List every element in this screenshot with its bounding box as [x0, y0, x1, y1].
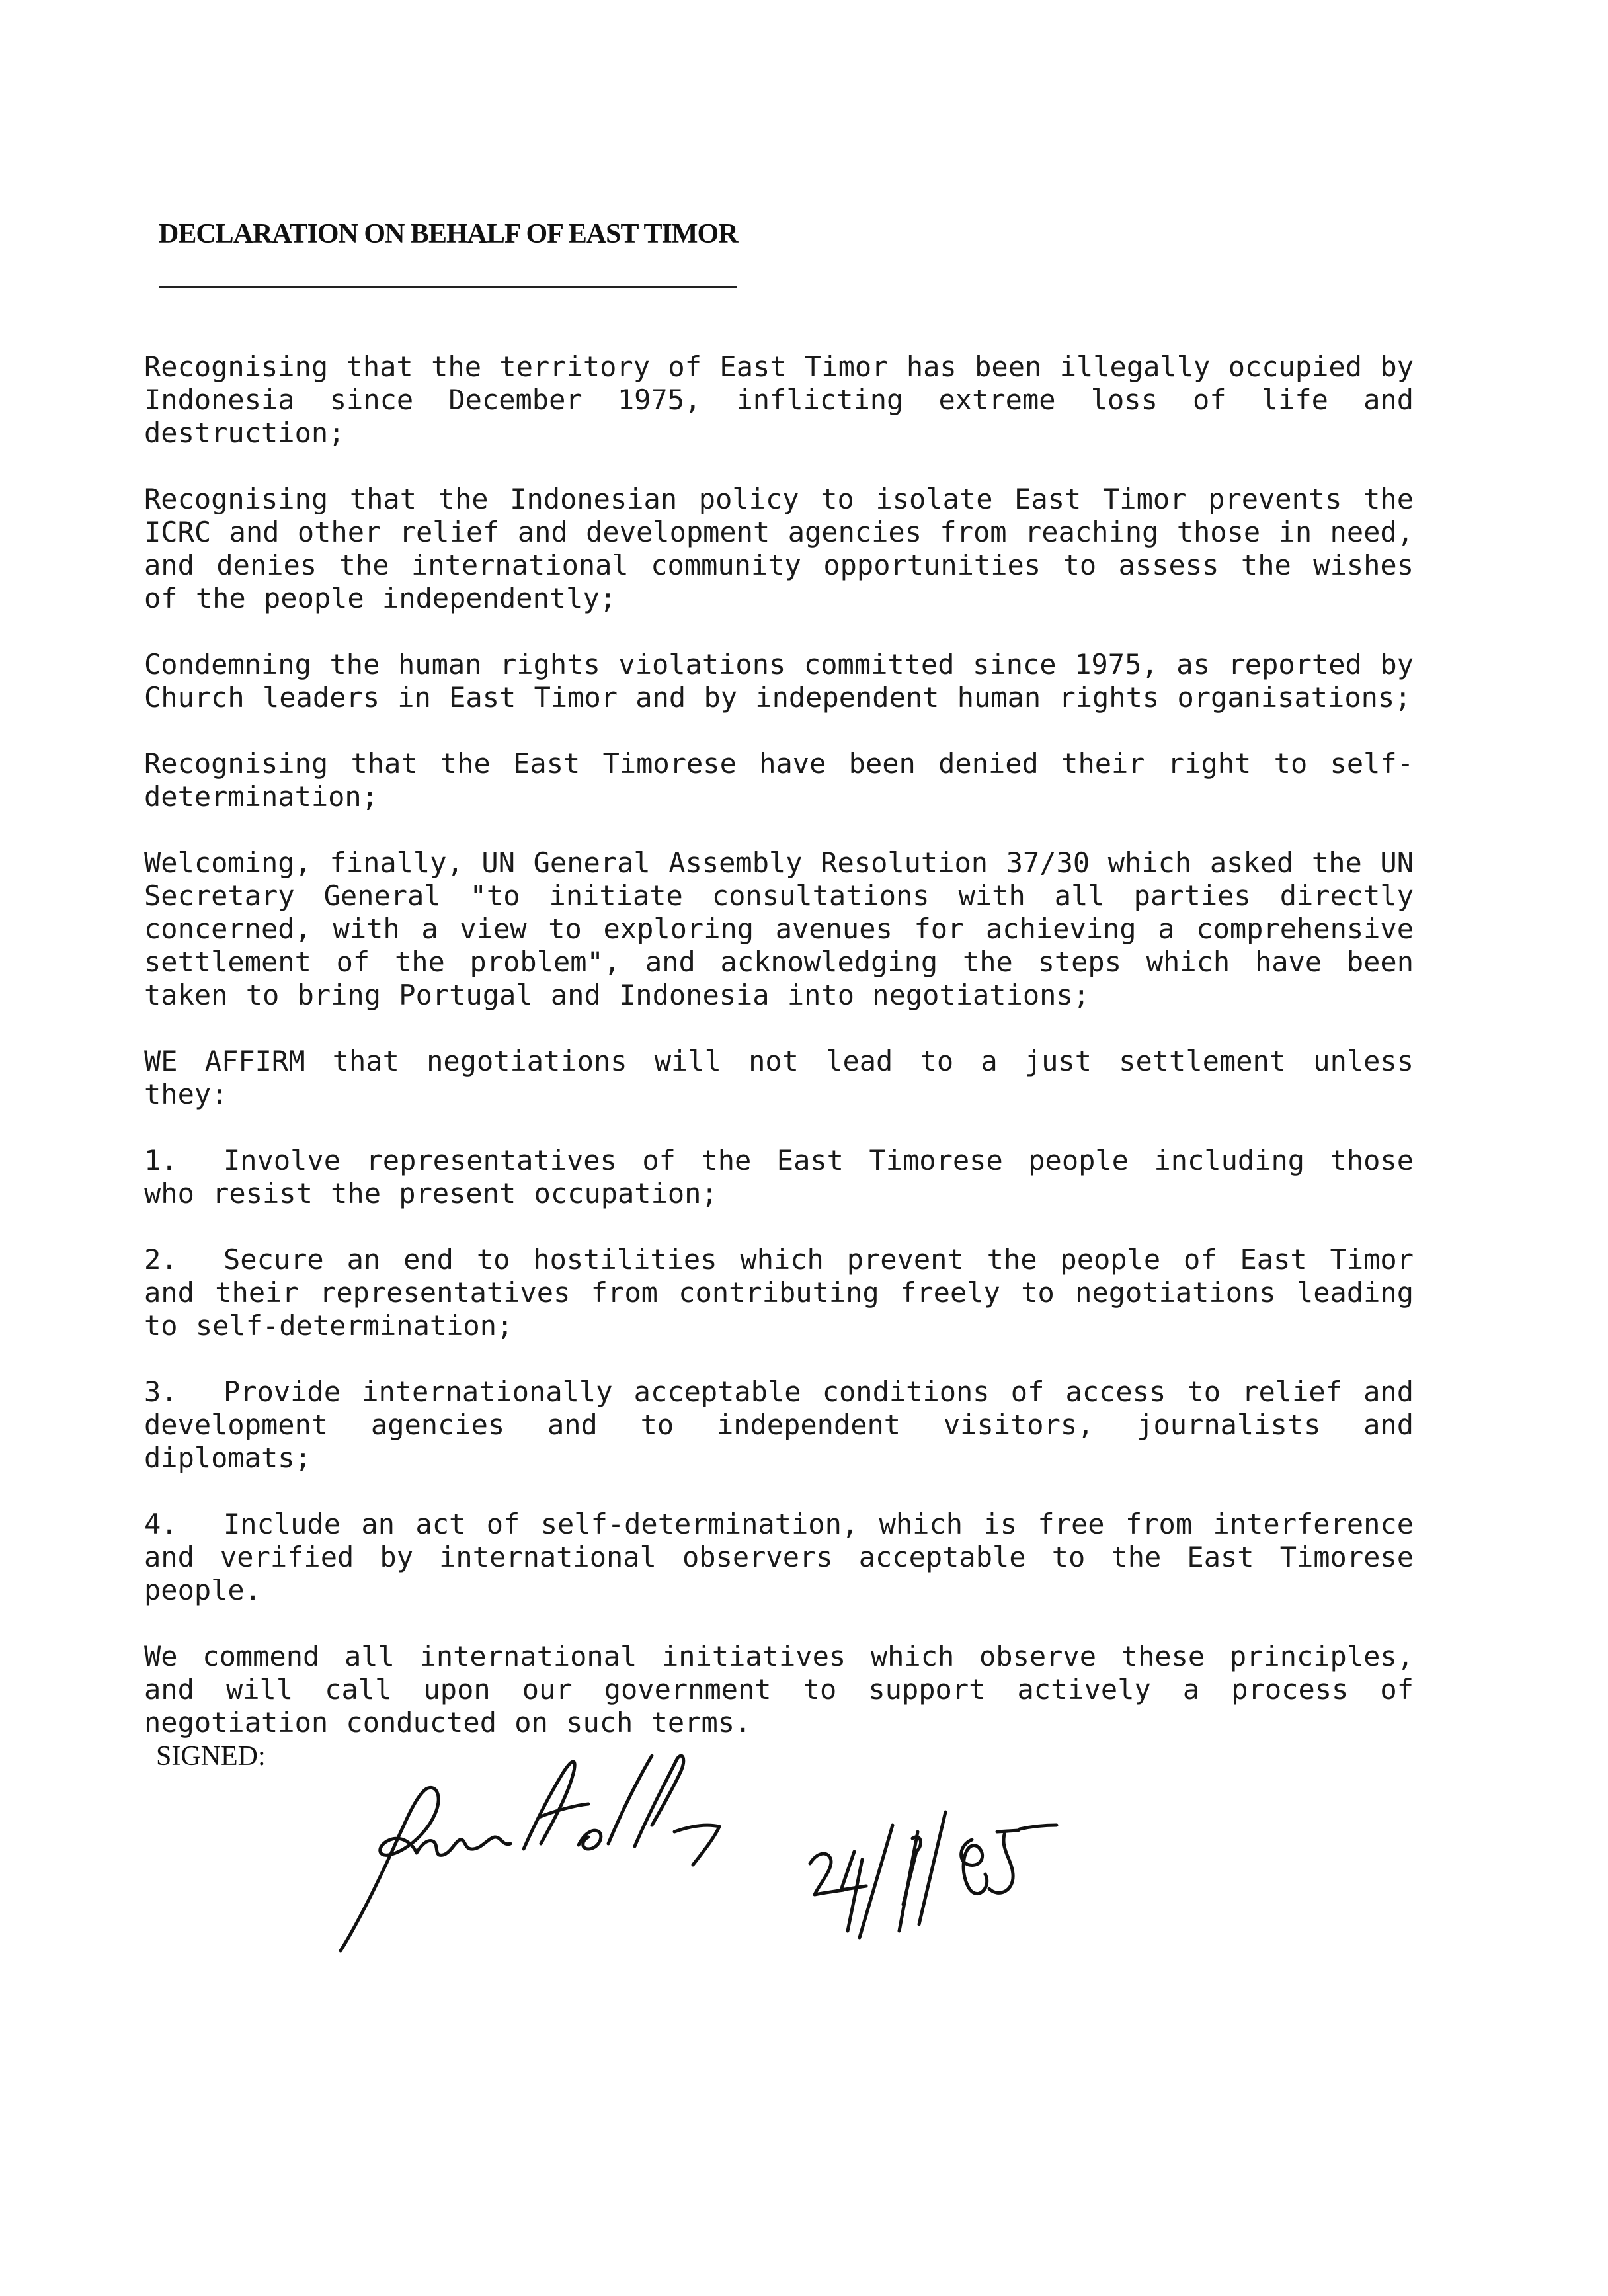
- paragraph-4: Recognising that the East Timorese have been denied their right to self-determination;: [144, 747, 1414, 813]
- list-number: 1.: [144, 1144, 178, 1176]
- list-item-3: [144, 1375, 1414, 1475]
- paragraph-3: Condemning the human rights violations committed since 1975, as reported by Church leaders in East Timor and by independent human rights organisations;: [144, 648, 1414, 714]
- list-text: Secure an end to hostilities which prevent the people of East Timor and their representatives from contributing freely to negotiations leading to self-determination;: [144, 1243, 1414, 1342]
- list-item-2: [144, 1243, 1414, 1342]
- signature-drawing: [278, 1733, 1071, 1957]
- list-text: Involve representatives of the East Timorese people including those who resist the present occupation;: [144, 1144, 1414, 1210]
- list-text: Provide internationally acceptable conditions of access to relief and development agencies and to independent visitors, journalists and diplomats;: [144, 1375, 1414, 1474]
- list-text: Include an act of self-determination, which is free from interference and verified by international observers acceptable to the East Timorese people.: [144, 1508, 1414, 1606]
- document-body: [144, 350, 1414, 1772]
- list-number: 4.: [144, 1508, 178, 1540]
- paragraph-1: Recognising that the territory of East Timor has been illegally occupied by Indonesia since December 1975, inflicting extreme loss of life and destruction;: [144, 350, 1414, 449]
- title-underline: [159, 286, 737, 288]
- list-number: 2.: [144, 1243, 178, 1276]
- handwritten-signature: [278, 1733, 1071, 1957]
- signed-label: SIGNED:: [156, 1741, 266, 1772]
- paragraph-2: Recognising that the Indonesian policy to isolate East Timor prevents the ICRC and other relief and development agencies from reaching those in need, and denies the international community opportunities to assess the wishes of the people independently;: [144, 483, 1414, 614]
- paragraph-5: Welcoming, finally, UN General Assembly Resolution 37/30 which asked the UN Secretary General "to initiate consultations with all parties directly concerned, with a view to exploring avenues for achieving a comprehensive settlement of the problem", and acknowledging the steps which have been taken to bring Portugal and Indonesia into negotiations;: [144, 846, 1414, 1011]
- list-item-4: [144, 1508, 1414, 1607]
- list-number: 3.: [144, 1375, 178, 1408]
- list-item-1: [144, 1144, 1414, 1210]
- document-title: DECLARATION ON BEHALF OF EAST TIMOR: [159, 219, 738, 249]
- closing-paragraph: We commend all international initiatives which observe these principles, and will call upon our government to support actively a process of negotiation conducted on such terms.: [144, 1640, 1414, 1739]
- affirm-paragraph: WE AFFIRM that negotiations will not lead to a just settlement unless they:: [144, 1045, 1414, 1110]
